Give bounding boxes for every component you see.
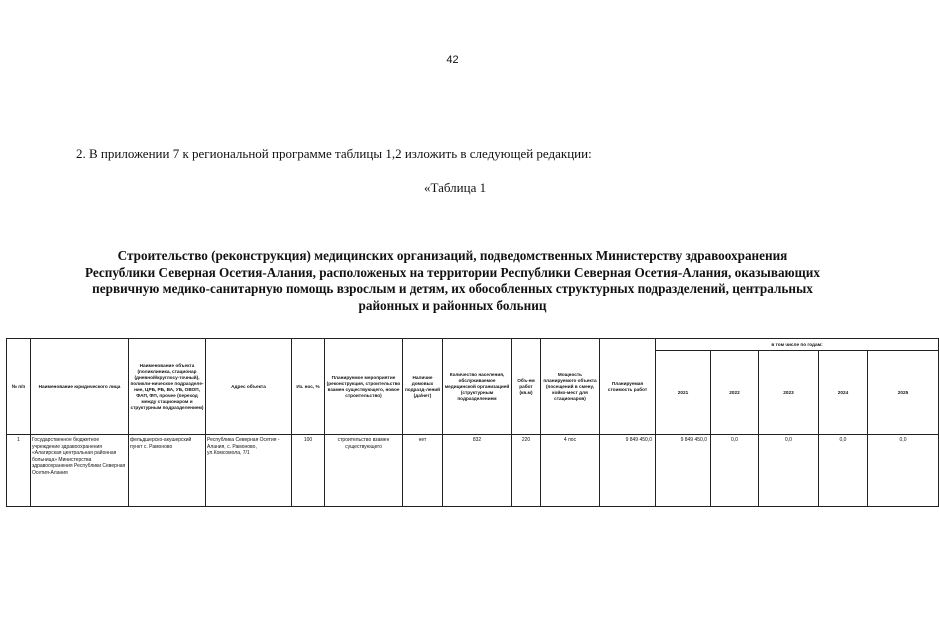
header-planned-activity: Планируемое мероприятие (реконструкция, строительство взамен существующего, новое строительство) (325, 339, 403, 435)
header-year: 2022 (711, 351, 759, 435)
cell-year-value: 0,0 (819, 435, 868, 507)
title-line: первичную медико-санитарную помощь взрослым и детям, их обособленных структурных подразделений, центральных (92, 281, 813, 296)
header-year: 2023 (759, 351, 819, 435)
header-row (7, 339, 939, 351)
cell-planned-cost: 9 849 450,0 (600, 435, 656, 507)
header-planned-cost: Планируемая стоимость работ (600, 339, 656, 435)
cell-year-value: 0,0 (711, 435, 759, 507)
cell-num: 1 (7, 435, 31, 507)
header-num: № п/п (7, 339, 31, 435)
header-wear: Из. нос, % (292, 339, 325, 435)
title-line: Республики Северная Осетия-Алания, расположеных на территории Республики Северная Осетия-Алания, оказывающих (85, 264, 820, 280)
header-housing: Наличие домовых подразд-лений (да/нет) (403, 339, 443, 435)
header-volume: Объ-ем работ (кв.м) (512, 339, 541, 435)
cell-volume: 220 (512, 435, 541, 507)
header-capacity: Мощность планируемого объекта (посещений в смену, койко-мест для стационаров) (541, 339, 600, 435)
header-object-name: Наименование объекта (поликлиника, стационар (дневной/круглосу-точный), поликли-ническое подразделе-ние, ЦРБ, РБ, ВА, УБ, ОВОП, ФАП, ФП, прочее (переход между стационаром и структурным подразделением) (129, 339, 206, 435)
cell-wear: 100 (292, 435, 325, 507)
facilities-table (6, 338, 939, 507)
cell-housing: нет (403, 435, 443, 507)
header-year: 2021 (656, 351, 711, 435)
cell-population: 832 (443, 435, 512, 507)
cell-object-name: фельдшерско-акушерский пункт с. Рамоново (129, 435, 206, 507)
cell-year-value: 0,0 (759, 435, 819, 507)
header-legal-entity: Наименование юридического лица (31, 339, 129, 435)
page-number: 42 (446, 54, 459, 66)
amendment-paragraph: 2. В приложении 7 к региональной программе таблицы 1,2 изложить в следующей редакции: (76, 146, 592, 161)
header-year: 2025 (868, 351, 939, 435)
cell-capacity: 4 пос (541, 435, 600, 507)
document-title (20, 248, 885, 314)
header-years-group: в том числе по годам: (656, 339, 939, 351)
cell-year-value: 0,0 (868, 435, 939, 507)
cell-year-value: 9 849 450,0 (656, 435, 711, 507)
cell-address: Республика Северная Осетия - Алания, с. Рамоново, ул.Комсомола, 7/1 (206, 435, 292, 507)
header-address: Адрес объекта (206, 339, 292, 435)
cell-legal-entity: Государственное бюджетное учреждение здравоохранения «Алагирская центральная районная больница» Министерства здравоохранения Республики Северная Осетия-Алания (31, 435, 129, 507)
title-line: Строительство (реконструкция) медицинских организаций, подведомственных Министерству здравоохранения (117, 248, 788, 263)
table-row (7, 435, 939, 507)
table-label: «Таблица 1 (424, 180, 487, 195)
cell-planned-activity: строительство взамен существующего (325, 435, 403, 507)
header-population: Количество населения, обслуживаемое медицинской организацией (структурным подразделением (443, 339, 512, 435)
title-line: районных и районных больниц (358, 297, 547, 313)
header-year: 2024 (819, 351, 868, 435)
